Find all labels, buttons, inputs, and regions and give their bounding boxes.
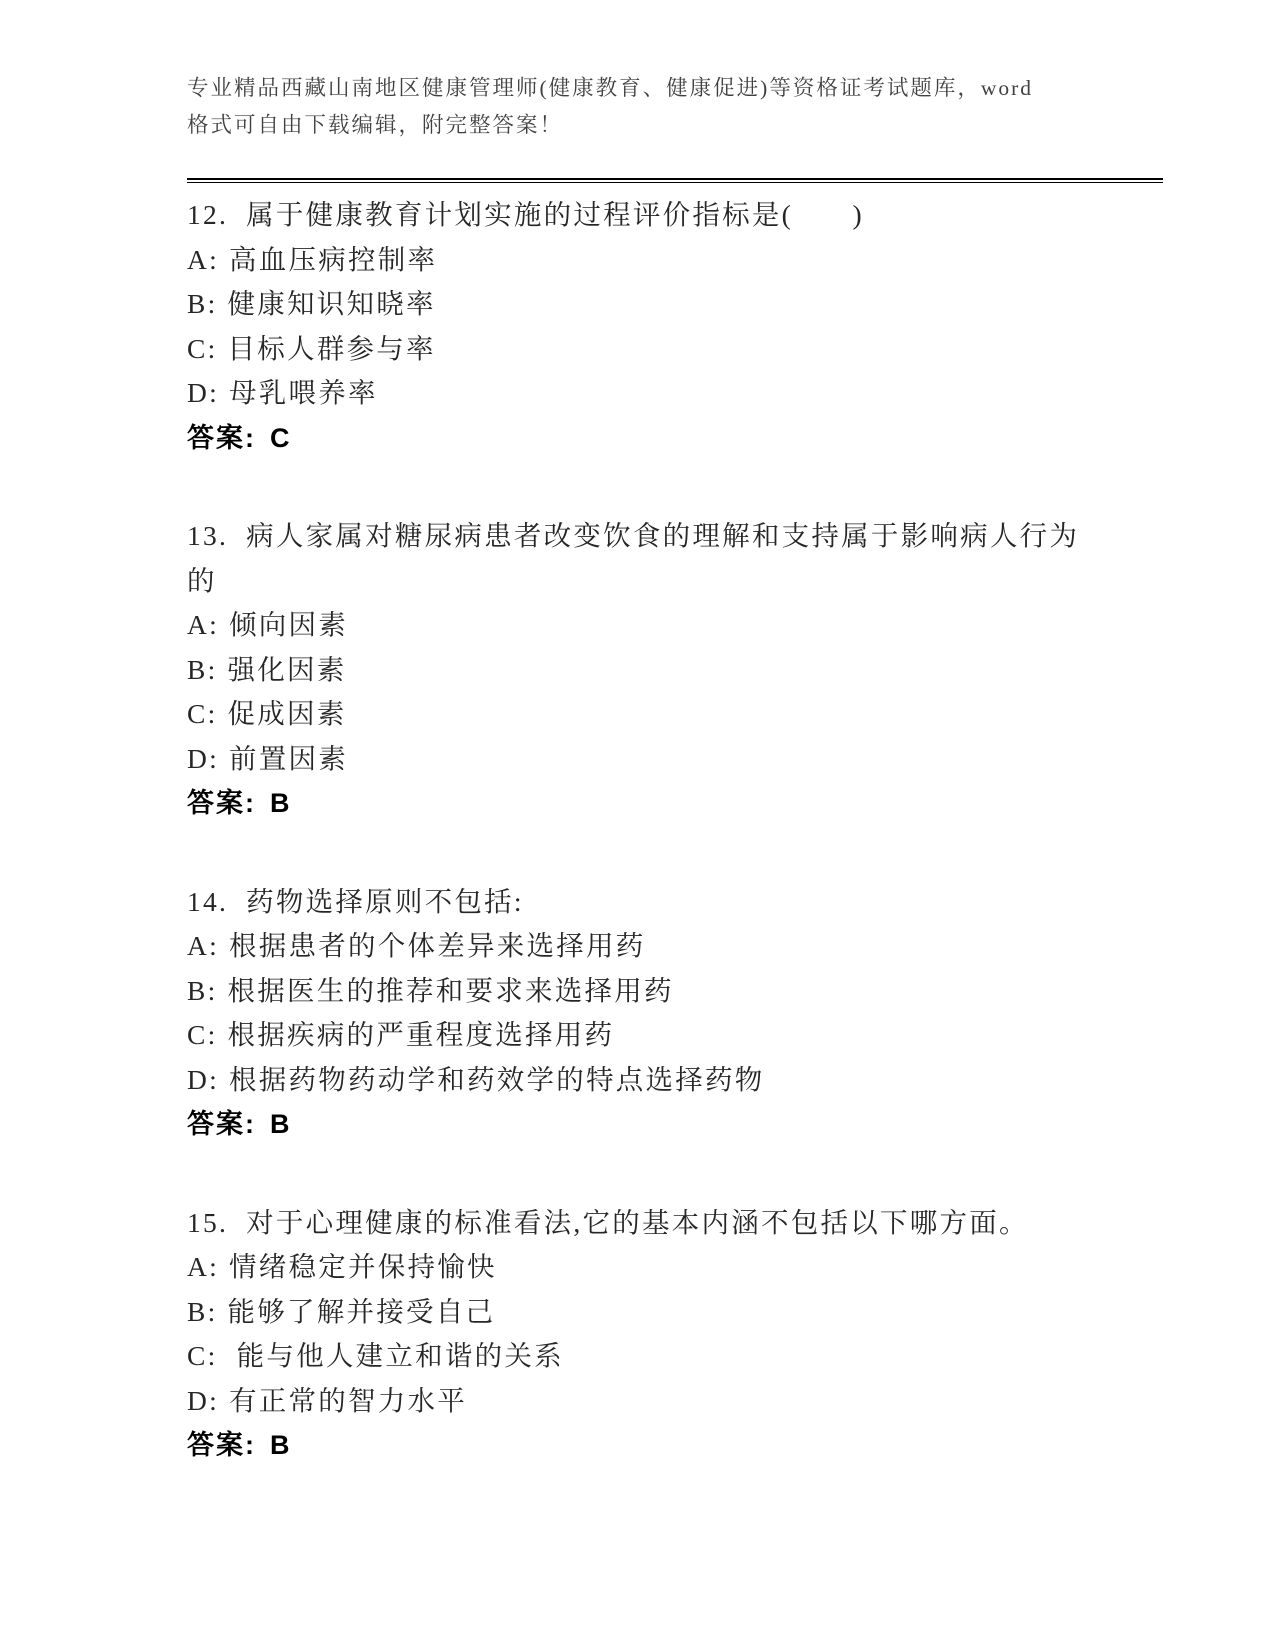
header-divider <box>187 178 1163 183</box>
option-text: 母乳喂养率 <box>229 377 378 408</box>
option-row <box>187 1334 1163 1379</box>
option-row <box>187 648 1163 693</box>
option-label: C: <box>187 332 218 364</box>
option-row <box>187 327 1163 372</box>
question-number: 15. <box>187 1206 229 1238</box>
answer-value: B <box>270 1109 292 1139</box>
question-title <box>187 193 1092 238</box>
option-row <box>187 238 1163 283</box>
question-block <box>187 514 1163 826</box>
document-header <box>187 70 1163 144</box>
question-text: 属于健康教育计划实施的过程评价指标是( ) <box>246 199 864 230</box>
answer-value: B <box>270 788 292 818</box>
option-label: D: <box>187 1384 219 1416</box>
option-text: 根据患者的个体差异来选择用药 <box>229 930 646 961</box>
question-block <box>187 880 1163 1147</box>
option-text: 强化因素 <box>227 653 347 685</box>
option-text: 促成因素 <box>227 698 347 729</box>
option-label: D: <box>187 742 219 774</box>
header-line-1: 专业精品西藏山南地区健康管理师(健康教育、健康促进)等资格证考试题库，word <box>187 76 1034 100</box>
option-text: 根据疾病的严重程度选择用药 <box>227 1019 615 1050</box>
option-row <box>187 1013 1163 1058</box>
question-title <box>187 514 1092 603</box>
exam-page <box>187 70 1163 1468</box>
option-text: 能够了解并接受自己 <box>227 1295 496 1327</box>
answer-row <box>187 781 1163 826</box>
option-label: B: <box>187 288 218 319</box>
option-row <box>187 371 1163 416</box>
answer-row <box>187 1102 1163 1147</box>
option-text: 有正常的智力水平 <box>229 1384 467 1416</box>
answer-row <box>187 1423 1163 1468</box>
option-row <box>187 603 1163 648</box>
option-label: B: <box>187 653 218 685</box>
option-label: B: <box>187 1295 218 1327</box>
question-number: 13. <box>187 520 229 551</box>
question-list <box>187 193 1163 1468</box>
question-title <box>187 880 1092 925</box>
option-row <box>187 1290 1163 1335</box>
option-row <box>187 969 1163 1014</box>
option-list <box>187 924 1163 1102</box>
option-row <box>187 282 1163 327</box>
option-label: D: <box>187 1063 219 1095</box>
option-text: 情绪稳定并保持愉快 <box>229 1251 497 1282</box>
question-number: 12. <box>187 199 229 230</box>
answer-value: B <box>270 1430 292 1460</box>
option-label: A: <box>187 1251 219 1282</box>
question-block <box>187 1201 1163 1468</box>
option-list <box>187 603 1163 781</box>
option-text: 目标人群参与率 <box>227 332 436 364</box>
option-label: A: <box>187 930 219 961</box>
answer-value: C <box>270 422 292 453</box>
header-line-2: 格式可自由下载编辑，附完整答案！ <box>187 113 564 137</box>
option-list <box>187 1245 1163 1423</box>
option-label: B: <box>187 974 218 1006</box>
option-row <box>187 737 1163 782</box>
answer-row <box>187 416 1163 461</box>
option-label: C: <box>187 698 218 729</box>
option-label: C: <box>187 1340 218 1371</box>
option-text: 倾向因素 <box>229 609 348 640</box>
option-row <box>187 692 1163 737</box>
option-label: D: <box>187 377 219 408</box>
option-row <box>187 1245 1163 1290</box>
option-text: 根据药物药动学和药效学的特点选择药物 <box>229 1063 765 1095</box>
option-row <box>187 924 1163 969</box>
option-label: A: <box>187 609 219 640</box>
option-row <box>187 1058 1163 1103</box>
option-text: 能与他人建立和谐的关系 <box>227 1340 564 1371</box>
option-label: C: <box>187 1019 218 1050</box>
option-list <box>187 238 1163 416</box>
answer-label: 答案: <box>187 788 256 818</box>
question-title <box>187 1201 1092 1246</box>
answer-label: 答案: <box>187 1430 256 1460</box>
option-row <box>187 1379 1163 1424</box>
question-text: 药物选择原则不包括: <box>246 885 524 917</box>
option-text: 高血压病控制率 <box>229 243 438 275</box>
option-text: 健康知识知晓率 <box>227 288 436 319</box>
question-number: 14. <box>187 885 229 917</box>
option-text: 根据医生的推荐和要求来选择用药 <box>227 974 674 1006</box>
answer-label: 答案: <box>187 422 256 453</box>
option-text: 前置因素 <box>229 742 348 774</box>
question-block <box>187 193 1163 460</box>
question-text: 病人家属对糖尿病患者改变饮食的理解和支持属于影响病人行为的 <box>187 520 1080 596</box>
option-label: A: <box>187 243 219 275</box>
answer-label: 答案: <box>187 1109 256 1139</box>
question-text: 对于心理健康的标准看法,它的基本内涵不包括以下哪方面。 <box>246 1206 1029 1238</box>
